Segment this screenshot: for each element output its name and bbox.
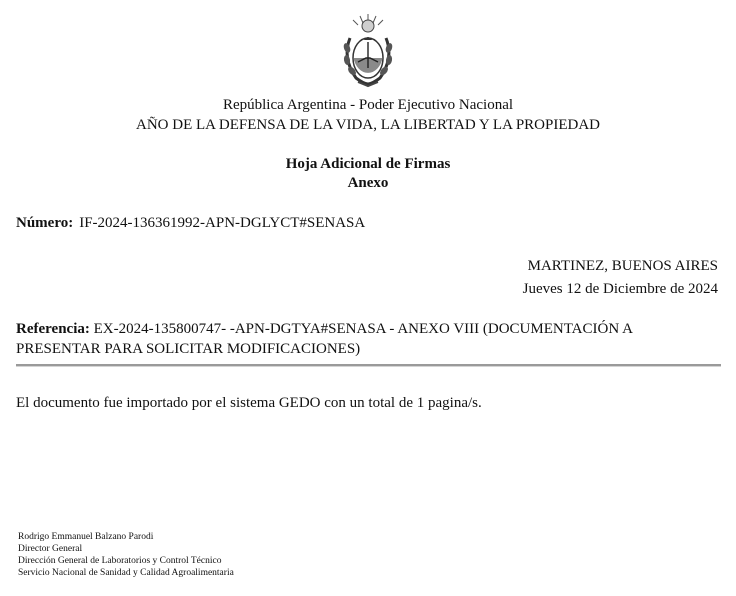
signature-block [18, 531, 234, 579]
signer-name: Rodrigo Emmanuel Balzano Parodi [18, 532, 154, 542]
document-title: Hoja Adicional de Firmas [285, 156, 451, 172]
city: MARTINEZ, BUENOS AIRES [527, 258, 718, 274]
signer-role: Director General [18, 544, 83, 554]
numero-label: Número: [16, 215, 74, 231]
numero-value: IF-2024-136361992-APN-DGLYCT#SENASA [79, 215, 366, 231]
document-subtitle: Anexo [347, 175, 389, 191]
date: Jueves 12 de Diciembre de 2024 [522, 281, 718, 297]
coat-of-arms-icon [336, 12, 400, 92]
header-line-2: AÑO DE LA DEFENSA DE LA VIDA, LA LIBERTAD Y LA PROPIEDAD [135, 117, 600, 133]
referencia-value: EX-2024-135800747- -APN-DGTYA#SENASA - ANEXO VIII (DOCUMENTACIÓN A PRESENTAR PARA SOLICITAR MODIFICACIONES) [16, 321, 633, 357]
signer-organization: Servicio Nacional de Sanidad y Calidad Agroalimentaria [18, 568, 234, 578]
body-text: El documento fue importado por el sistema GEDO con un total de 1 pagina/s. [16, 395, 482, 411]
referencia-label: Referencia: [16, 321, 90, 337]
divider [16, 364, 721, 367]
referencia-field [16, 319, 706, 359]
header-line-1: República Argentina - Poder Ejecutivo Nacional [222, 97, 514, 113]
signer-department: Dirección General de Laboratorios y Control Técnico [18, 556, 222, 566]
numero-field [16, 215, 365, 232]
